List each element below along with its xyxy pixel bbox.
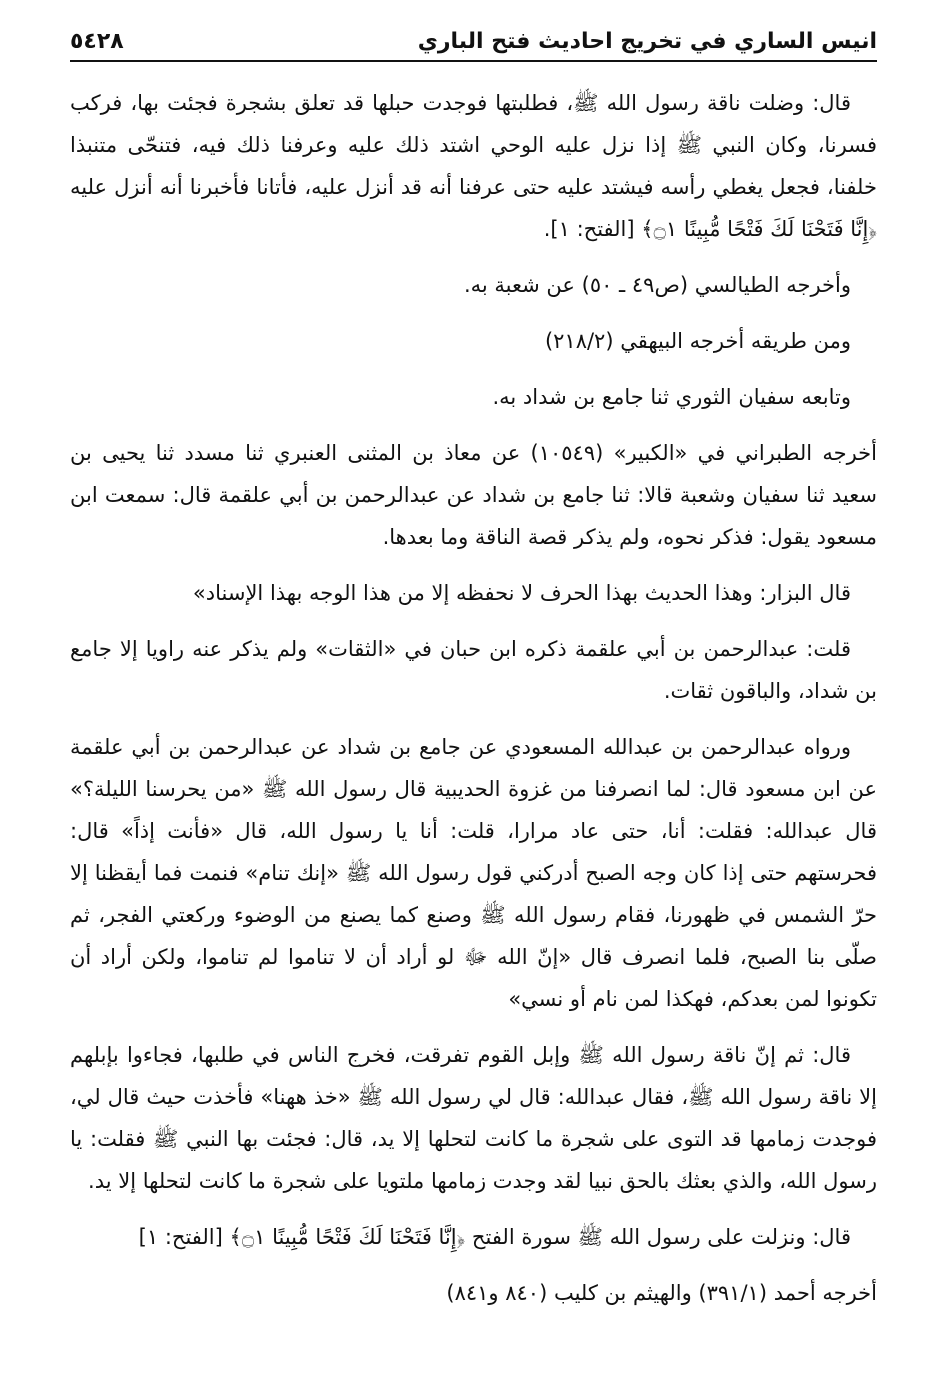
paragraph-4: وتابعه سفيان الثوري ثنا جامع بن شداد به.	[492, 385, 851, 409]
paragraph-9: قال: ثم إنّ ناقة رسول الله ﷺ وإبل القوم تفرقت، فخرج الناس في طلبها، فجاءوا بإبلهم إلا ناقة رسول الله ﷺ، فقال عبدالله: قال لي رسول الله ﷺ «خذ ههنا» فأخذت حيث قال لي، فوجدت زمامها قد التوى على شجرة ما كانت لتحلها إلا يد، قال: فجئت بها النبي ﷺ فقلت: يا رسول الله، والذي بعثك بالحق نبيا لقد وجدت زمامها ملتويا على شجرة ما كانت لتحلها إلا يد.	[70, 1043, 877, 1193]
paragraph-7: قلت: عبدالرحمن بن أبي علقمة ذكره ابن حبان في «الثقات» ولم يذكر عنه راويا إلا جامع بن شداد، والباقون ثقات.	[70, 637, 877, 703]
paragraph-3: ومن طريقه أخرجه البيهقي (٢١٨/٢)	[544, 329, 851, 353]
paragraph-8: ورواه عبدالرحمن بن عبدالله المسعودي عن جامع بن شداد عن عبدالرحمن بن أبي علقمة عن ابن مسعود قال: لما انصرفنا من غزوة الحديبية قال رسول الله ﷺ «من يحرسنا الليلة؟» قال عبدالله: فقلت: أنا، حتى عاد مرارا، قلت: أنا يا رسول الله، قال «فأنت إذاً» قال: فحرستهم حتى إذا كان وجه الصبح أدركني قول رسول الله ﷺ «إنك تنام» فنمت فما أيقظنا إلا حرّ الشمس في ظهورنا، فقام رسول الله ﷺ وصنع كما يصنع من الوضوء وركعتي الفجر، ثم صلّى بنا الصبح، فلما انصرف قال «إنّ الله ﷻ لو أراد أن لا تناموا لم تناموا، ولكن أراد أن تكونوا لمن بعدكم، فهكذا لمن نام أو نسي»	[70, 735, 877, 1011]
paragraph-10: قال: ونزلت على رسول الله ﷺ سورة الفتح ﴿إِنَّا فَتَحْنَا لَكَ فَتْحًا مُّبِينًا ۝١﴾ [الفتح: ١]	[138, 1225, 851, 1249]
paragraph-5: أخرجه الطبراني في «الكبير» (١٠٥٤٩) عن معاذ بن المثنى العنبري ثنا مسدد ثنا يحيى بن سعيد ثنا سفيان وشعبة قالا: ثنا جامع بن شداد عن عبدالرحمن بن أبي علقمة قال: سمعت ابن مسعود يقول: فذكر نحوه، ولم يذكر قصة الناقة وما بعدها.	[70, 441, 877, 549]
page-number: ٥٤٢٨	[70, 29, 124, 54]
paragraph-2: وأخرجه الطيالسي (ص٤٩ ـ ٥٠) عن شعبة به.	[463, 273, 851, 297]
page-header	[70, 0, 877, 62]
paragraph-11: أخرجه أحمد (٣٩١/١) والهيثم بن كليب (٨٤٠ و٨٤١)	[446, 1281, 877, 1305]
running-title: انيس الساري في تخريج احاديث فتح الباري	[417, 29, 877, 54]
page-body	[70, 82, 877, 1314]
paragraph-1: قال: وضلت ناقة رسول الله ﷺ، فطلبتها فوجدت حبلها قد تعلق بشجرة فجئت بها، فركب فسرنا، وكان النبي ﷺ إذا نزل عليه الوحي اشتد ذلك عليه وعرفنا ذلك فيه، فتنحّى متنبذا خلفنا، فجعل يغطي رأسه فيشتد عليه حتى عرفنا أنه قد أنزل عليه، فأتانا فأخبرنا أنه أنزل عليه ﴿إِنَّا فَتَحْنَا لَكَ فَتْحًا مُّبِينًا ۝١﴾ [الفتح: ١].	[70, 91, 877, 241]
paragraph-6: قال البزار: وهذا الحديث بهذا الحرف لا نحفظه إلا من هذا الوجه بهذا الإسناد»	[192, 581, 851, 605]
